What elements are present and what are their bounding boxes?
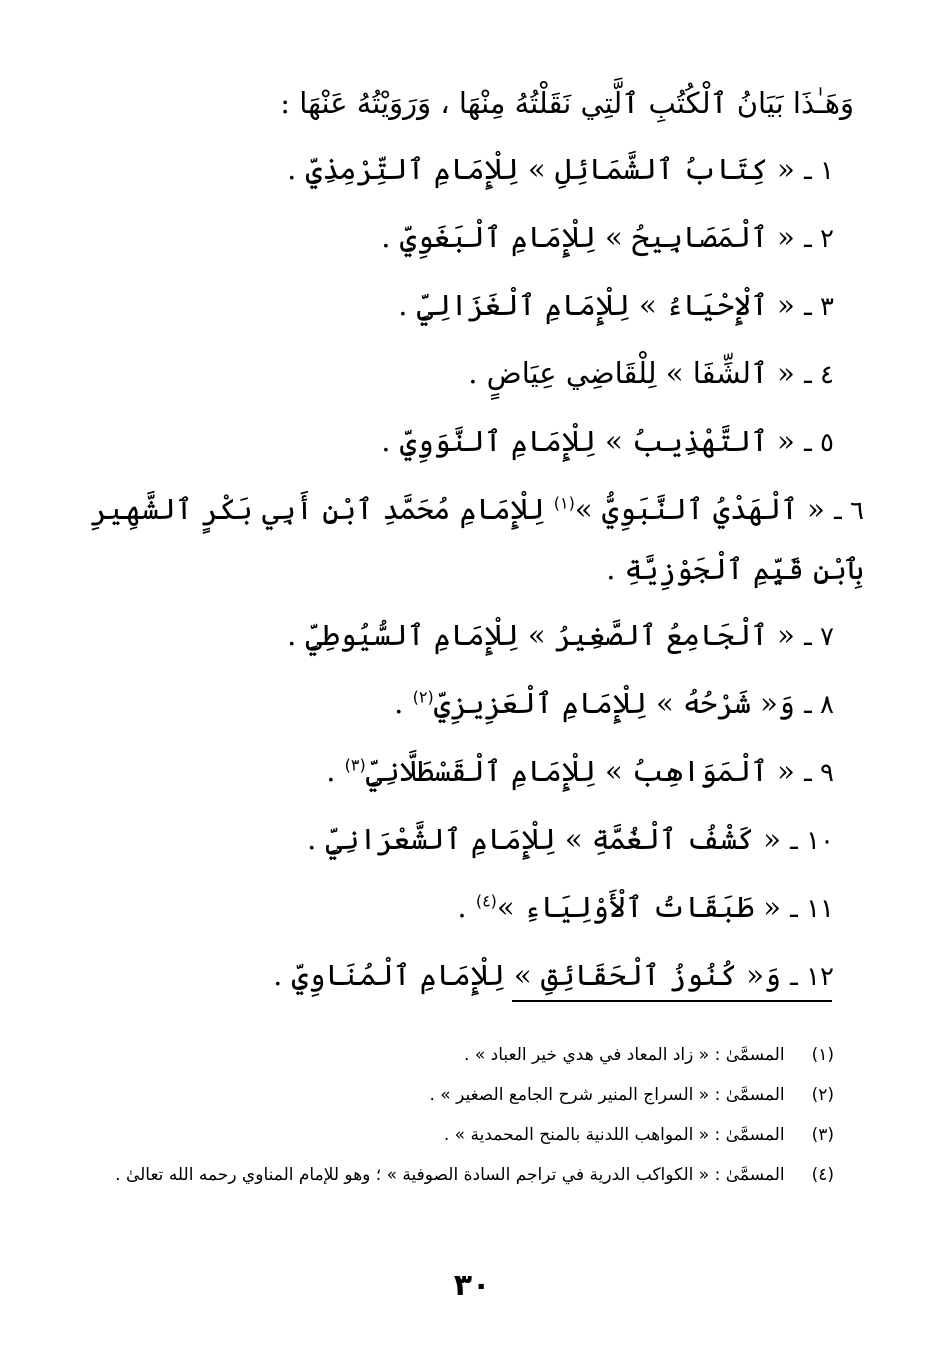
item-text: وَ« شَرْحُهُ » لِلْإِمَامِ ٱلْعَزِيزِيِّ	[433, 686, 795, 720]
footnote-ref[interactable]: (١)	[553, 493, 575, 513]
item-text: « ٱلْمَوَاهِبُ » لِلْإِمَامِ ٱلْقَسْطَلَّانِيِّ	[365, 754, 795, 788]
list-item	[78, 806, 834, 874]
list-item	[78, 480, 864, 598]
footnote-text: المسمَّىٰ : « الكواكب الدرية في تراجم السادة الصوفية » ؛ وهو للإمام المناوي رحمه الله تعالىٰ .	[115, 1165, 785, 1185]
footnote-divider	[512, 1000, 832, 1002]
item-number: ٣ ـ	[804, 292, 834, 322]
footnote-ref[interactable]: (٣)	[344, 755, 366, 775]
footnote-text: المسمَّىٰ : « المواهب اللدنية بالمنح المحمدية » .	[443, 1125, 785, 1145]
footnote	[82, 1115, 834, 1155]
item-number: ٥ ـ	[804, 428, 834, 458]
item-text: « ٱلْإِحْيَاءُ » لِلْإِمَامِ ٱلْغَزَالِيِّ .	[398, 288, 795, 322]
item-number: ١١ ـ	[790, 894, 834, 924]
main-text	[78, 70, 864, 1010]
item-text-continued: .	[457, 890, 467, 924]
footnote	[82, 1075, 834, 1115]
item-number: ١٠ ـ	[790, 826, 834, 856]
item-number: ١٢ ـ	[790, 962, 834, 992]
list-item	[78, 670, 834, 738]
footnote-text: المسمَّىٰ : « السراج المنير شرح الجامع الصغير » .	[429, 1085, 785, 1105]
list-item	[78, 738, 834, 806]
item-number: ٦ ـ	[834, 496, 864, 526]
item-text: « كَشْفُ ٱلْغُمَّةِ » لِلْإِمَامِ ٱلشَّعْرَانِيِّ .	[307, 822, 781, 856]
item-text: « ٱلْجَامِعُ ٱلصَّغِيرُ » لِلْإِمَامِ ٱلسُّيُوطِيِّ .	[287, 618, 795, 652]
intro-line: وَهَـٰذَا بَيَانُ ٱلْكُتُبِ ٱلَّتِي نَقَلْتُهُ مِنْهَا ، وَرَوَيْتُهُ عَنْهَا :	[280, 86, 854, 120]
item-number: ٩ ـ	[804, 758, 834, 788]
footnotes	[82, 1035, 834, 1195]
item-text-continued: لِلْإِمَامِ مُحَمَّدِ ٱبْنِ أَبِي بَكْرٍ ٱلشَّهِيرِ بِٱبْنِ قَيِّمِ ٱلْجَوْزِيَّةِ .	[90, 492, 864, 586]
list-item	[78, 204, 834, 272]
item-text: « ٱلْهَدْيُ ٱلنَّبَوِيُّ »	[574, 492, 825, 526]
footnote	[82, 1155, 834, 1195]
list-item	[78, 272, 834, 340]
list-item	[78, 602, 834, 670]
footnote-number: (٣)	[811, 1125, 834, 1145]
list-item	[78, 874, 834, 942]
item-number: ٧ ـ	[804, 622, 834, 652]
item-number: ٢ ـ	[804, 224, 834, 254]
item-number: ٤ ـ	[804, 360, 834, 390]
item-text: « ٱلْمَصَابِيحُ » لِلْإِمَامِ ٱلْبَغَوِيِّ .	[381, 220, 795, 254]
page-number: ٣٠	[453, 1268, 491, 1303]
footnote-number: (٢)	[811, 1085, 834, 1105]
item-text-continued: .	[326, 754, 336, 788]
item-text-continued: .	[394, 686, 404, 720]
footnote-number: (١)	[811, 1045, 834, 1065]
footnote-ref[interactable]: (٤)	[475, 891, 497, 911]
item-text: « ٱلشِّفَا » لِلْقَاضِي عِيَاضٍ .	[468, 356, 795, 390]
list-item	[78, 340, 834, 408]
item-number: ١ ـ	[804, 156, 834, 186]
list-item	[78, 136, 834, 204]
footnote-number: (٤)	[811, 1165, 834, 1185]
item-text: « ٱلتَّهْذِيبُ » لِلْإِمَامِ ٱلنَّوَوِيِّ .	[381, 424, 795, 458]
footnote-text: المسمَّىٰ : « زاد المعاد في هدي خير العباد » .	[464, 1045, 785, 1065]
list-item	[78, 408, 834, 476]
footnote-ref[interactable]: (٢)	[412, 687, 434, 707]
item-text: وَ« كُنُوزُ ٱلْحَقَائِقِ » لِلْإِمَامِ ٱلْمُنَاوِيِّ .	[273, 958, 781, 992]
footnote	[82, 1035, 834, 1075]
item-number: ٨ ـ	[804, 690, 834, 720]
item-text: « كِتَابُ ٱلشَّمَائِلِ » لِلْإِمَامِ ٱلتِّرْمِذِيِّ .	[287, 152, 795, 186]
item-text: « طَبَقَاتُ ٱلْأَوْلِيَاءِ »	[496, 890, 781, 924]
